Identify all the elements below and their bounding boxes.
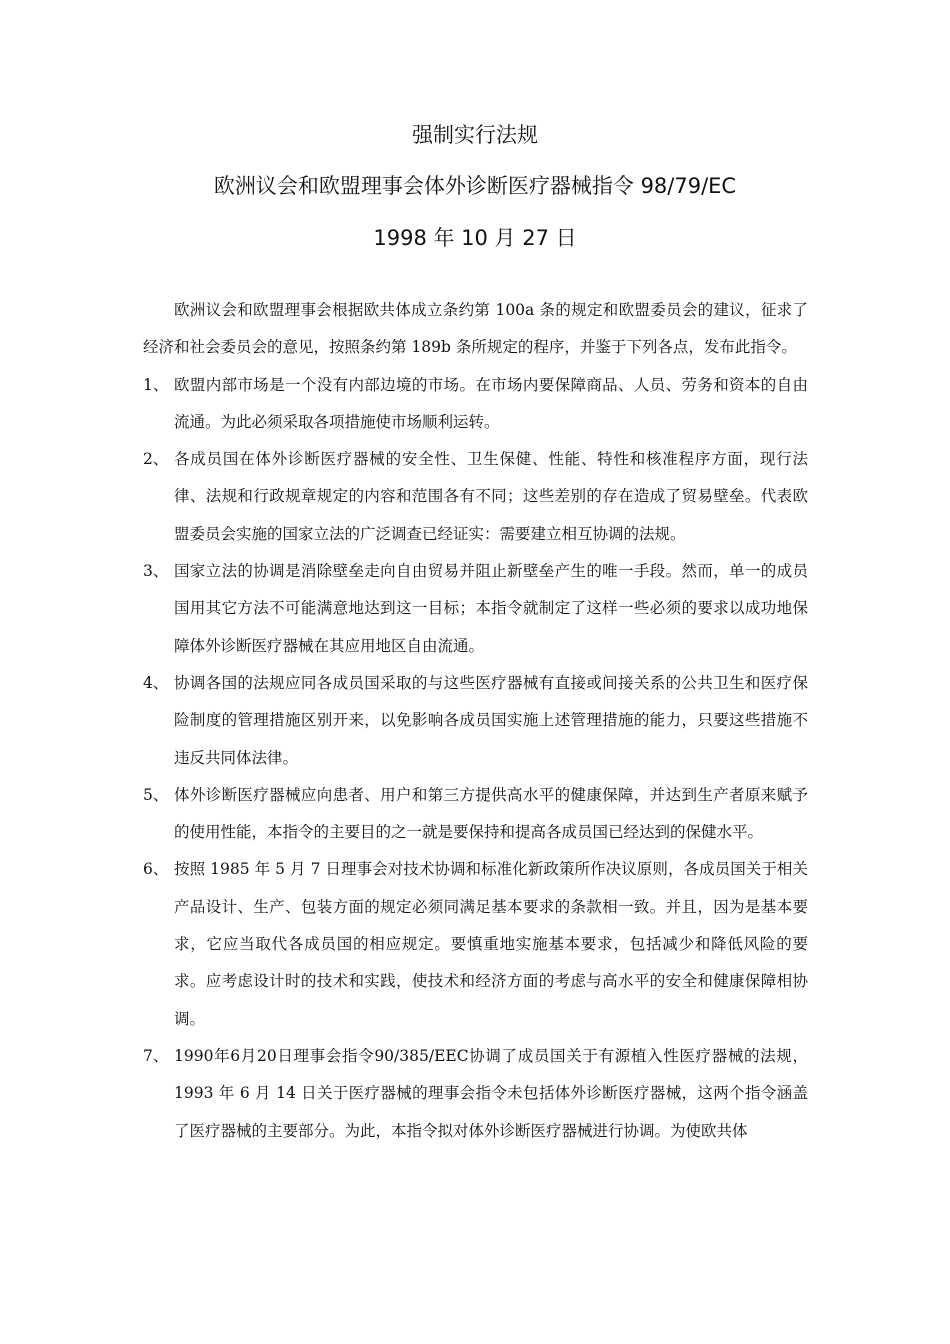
list-item-text: 各成员国在体外诊断医疗器械的安全性、卫生保健、性能、特性和核准程序方面，现行法律、法规和行政规章规定的内容和范围各有不同；这些差别的存在造成了贸易壁垒。代表欧盟委员会实施的国家立法的广泛调查已经证实：需要建立相互协调的法规。 (174, 450, 808, 543)
title-date: 1998 年 10 月 27 日 (373, 226, 577, 250)
list-item-number: 7、 (143, 1046, 169, 1065)
list-item-text: 协调各国的法规应同各成员国采取的与这些医疗器械有直接或间接关系的公共卫生和医疗保险制度的管理措施区别开来，以免影响各成员国实施上述管理措施的能力，只要这些措施不违反共同体法律。 (174, 673, 808, 767)
list-item (143, 665, 808, 777)
list-item-text: 国家立法的协调是消除壁垒走向自由贸易并阻止新壁垒产生的唯一手段。然而，单一的成员国用其它方法不可能满意地达到这一目标；本指令就制定了这样一些必须的要求以成功地保障体外诊断医疗器械在其应用地区自由流通。 (174, 562, 808, 655)
list-item-number: 6、 (143, 860, 169, 879)
list-item (143, 441, 808, 553)
list-item-number: 3、 (143, 562, 169, 581)
list-item (143, 777, 808, 852)
list-item (143, 851, 808, 1037)
list-item-text: 欧盟内部市场是一个没有内部边境的市场。在市场内要保障商品、人员、劳务和资本的自由流通。为此必须采取各项措施使市场顺利运转。 (174, 375, 808, 431)
intro-paragraph: 欧洲议会和欧盟理事会根据欧共体成立条约第 100a 条的规定和欧盟委员会的建议，征求了经济和社会委员会的意见，按照条约第 189b 条所规定的程序，并鉴于下列各点，发布此指令。 (143, 301, 808, 357)
list-item-number: 4、 (143, 673, 169, 692)
list-item-text: 1990年6月20日理事会指令90/385/EEC协调了成员国关于有源植入性医疗器械的法规，1993 年 6 月 14 日关于医疗器械的理事会指令未包括体外诊断医疗器械，这两个指令涵盖了医疗器械的主要部分。为此，本指令拟对体外诊断医疗器械进行协调。为使欧共体 (174, 1046, 808, 1140)
list-item-text: 按照 1985 年 5 月 7 日理事会对技术协调和标准化新政策所作决议原则，各成员国关于相关产品设计、生产、包装方面的规定必须同满足基本要求的条款相一致。并且，因为是基本要求，它应当取代各成员国的相应规定。要慎重地实施基本要求，包括减少和降低风险的要求。应考虑设计时的技术和实践，使技术和经济方面的考虑与高水平的安全和健康保障相协调。 (174, 860, 808, 1028)
list-item-number: 2、 (143, 450, 169, 469)
list-item (143, 1038, 808, 1150)
document-body (143, 292, 808, 1150)
list-item-number: 5、 (143, 785, 169, 804)
title-directive-name: 欧洲议会和欧盟理事会体外诊断医疗器械指令 98/79/EC (213, 174, 737, 198)
title-regulation-type: 强制实行法规 (412, 123, 538, 147)
list-item (143, 367, 808, 442)
list-item-number: 1、 (143, 375, 169, 394)
list-item (143, 553, 808, 665)
list-item-text: 体外诊断医疗器械应向患者、用户和第三方提供高水平的健康保障，并达到生产者原来赋予的使用性能，本指令的主要目的之一就是要保持和提高各成员国已经达到的保健水平。 (174, 785, 808, 842)
